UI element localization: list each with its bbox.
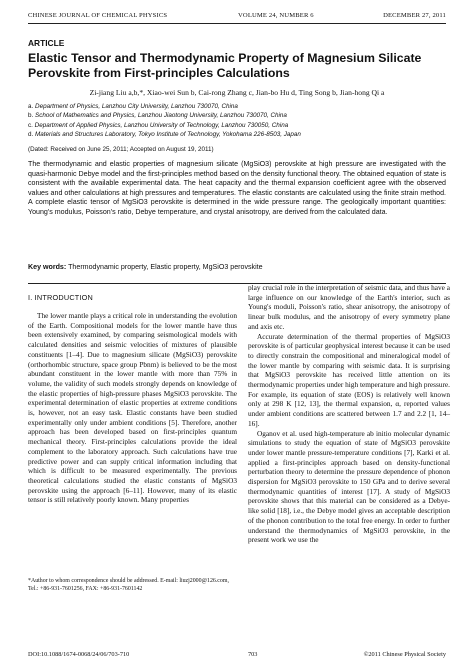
copyright: ©2011 Chinese Physical Society	[363, 651, 446, 658]
doi: DOI:10.1088/1674-0068/24/06/703-710	[28, 651, 130, 658]
keywords	[28, 263, 448, 271]
paper-title: Elastic Tensor and Thermodynamic Property of Magnesium Silicate Perovskite from First-principles Calculations	[28, 51, 422, 80]
body-right-column	[248, 283, 450, 545]
body-paragraph: Oganov et al. used high-temperature ab initio molecular dynamic simulations to study the equation of state of MgSiO3 perovskite under lower mantle pressure-temperature conditions [7], Karki et al. applied a first-principles approach based on density-functional perturbation theory to determine the pressure dependence of phonon dispersion for MgSiO3 perovskite to 150 GPa and to derive several thermodynamic quantities of interest [17]. A study of MgSiO3 perovskite shows that this material can be considered as a Debye-like solid [18], i.e., the Debye model gives an acceptable description of the phonon contribution to the total free energy. In order to further understand the thermodynamics of MgSiO3 perovskite, in the present work we use the	[248, 428, 450, 545]
affiliation-d: d. Materials and Structures Laboratory, Tokyo Institute of Technology, Yokohama 226-8503, Japan	[28, 131, 301, 139]
journal-name: CHINESE JOURNAL OF CHEMICAL PHYSICS	[28, 12, 168, 19]
affiliation-a: a. Department of Physics, Lanzhou City University, Lanzhou 730070, China	[28, 103, 238, 110]
header-rule	[28, 23, 446, 24]
affiliations	[28, 102, 448, 140]
section-heading: I. INTRODUCTION	[28, 293, 94, 302]
affiliation-b: b. School of Mathematics and Physics, Lanzhou Jiaotong University, Lanzhou 730070, China	[28, 112, 287, 120]
page-footer	[28, 651, 446, 660]
keywords-label: Key words:	[28, 263, 67, 271]
correspondence-footnote: *Author to whom correspondence should be addressed. E-mail: liuzj2000@126.com, Tel.: +86-931-7601256, FAX: +86-931-7601142	[28, 578, 229, 592]
author-list: Zi-jiang Liu a,b,*, Xiao-wei Sun b, Cai-rong Zhang c, Jian-bo Hu d, Ting Song b, Jian-hong Qi a	[89, 88, 385, 97]
body-paragraph: play crucial role in the interpretation of seismic data, and thus have a large influence on our knowledge of the Earth's interior, such as Young's moduli, Poisson's ratio, shear anisotropy, the anisotropy of linear bulk modulus, and the anisotropy of every symmetry plane and axis etc.	[248, 283, 450, 331]
affiliation-c: c. Department of Applied Physics, Lanzhou University of Technology, Lanzhou 730050, China	[28, 121, 289, 129]
issue-date: DECEMBER 27, 2011	[383, 12, 446, 19]
received-accepted-dates: (Dated: Received on June 25, 2011; Accepted on August 19, 2011)	[28, 146, 214, 153]
body-left-column: The lower mantle plays a critical role in understanding the evolution of the Earth. Compositional models for the lower mantle have thus been extensively examined, by comparing seismological models with calculated densities and seismic velocities of mixtures of plausible constituents [1–4]. Due to magnesium silicate (MgSiO3) perovskite (orthorhombic structure, space group Pbnm) is believed to be the most abundant constituent in the lower mantle with more than 75% in volume, the validity of such models strongly depends on knowledge of the elastic properties of high-pressure phases MgSiO3 perovskite. The experimental determination of elastic properties at extreme conditions is, however, not an easy task. Elastic constants have been studied experimentally only under ambient conditions [5]. Therefore, another approach has been developed based on first-principles quantum mechanical theory. First-principles calculations provide the ideal complement to the laboratory approach. Such calculations have true predictive power and can supply critical information including that which is difficult to be measured experimentally. The previous theoretical calculations studied the elastic constants of MgSiO3 perovskite using the approach [6–11]. However, many of its elastic tensor is still relatively poorly known. Many properties	[28, 311, 237, 505]
running-header	[28, 12, 446, 22]
abstract: The thermodynamic and elastic properties of magnesium silicate (MgSiO3) perovskite at high pressure are investigated with the quasi-harmonic Debye model and the first-principles method based on the density functional theory. The obtained equation of state is consistent with the available experimental data. The heat capacity and the thermal expansion coefficient agree with the observed values and other calculations at high pressures and temperatures. The elastic constants are calculated using the finite strain method. A complete elastic tensor of MgSiO3 perovskite is determined in the wide pressure range. The geologically important quantities: Young's modulus, Poisson's ratio, Debye temperature, and crystal anisotropy, are derived from the calculated data.	[28, 160, 446, 216]
page-number: 703	[248, 651, 258, 658]
keywords-text: Thermodynamic property, Elastic property, MgSiO3 perovskite	[68, 263, 263, 271]
article-type: ARTICLE	[28, 38, 65, 48]
volume-number: VOLUME 24, NUMBER 6	[238, 12, 314, 19]
body-paragraph: Accurate determination of the thermal properties of MgSiO3 perovskite is of particular geophysical interest because it can be used to directly constrain the compositional and mineralogical model of the lower mantle by comparing with seismic data. It is surprising that MgSiO3 perovskite has received little attention on its thermodynamic properties under high temperature and high pressure. For example, its equation of state (EOS) is relatively well known only at 298 K [12, 13], the thermal expansion, α, reported values under ambient conditions are scattered between 1.7 and 2.2 [1, 14–16].	[248, 331, 450, 428]
